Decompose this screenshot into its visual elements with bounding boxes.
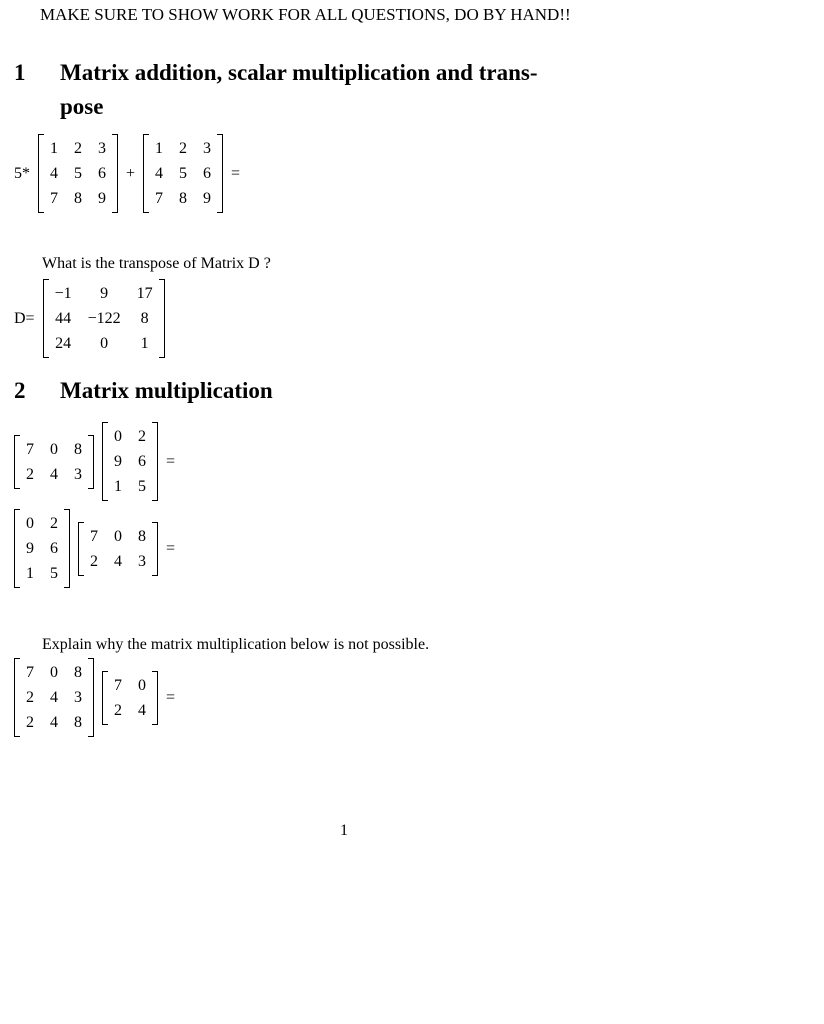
scalar-coefficient: 5* (14, 164, 30, 182)
matrix-body (20, 435, 88, 489)
matrix-cell: 2 (50, 515, 58, 532)
matrix-cell: 8 (74, 190, 82, 207)
matrix-cell: 4 (50, 165, 58, 182)
matrix-cell: 0 (26, 515, 34, 532)
matrix-cell: 4 (138, 701, 146, 719)
matrix-cell: 9 (114, 453, 122, 470)
matrix-cell: 4 (114, 552, 122, 570)
matrix-cell: 9 (100, 285, 109, 302)
matrix-cell: 1 (50, 140, 58, 157)
matrix-cell: 3 (74, 689, 82, 706)
mult3-matrix-a (14, 658, 94, 737)
matrix-bracket-right-icon (152, 522, 158, 576)
matrix-d-definition (14, 279, 700, 358)
equals-sign: = (231, 164, 241, 182)
matrix-cell: 4 (50, 689, 58, 706)
matrix-cell: 2 (26, 714, 34, 731)
matrix-cell: 2 (179, 140, 188, 157)
matrix-cell: 6 (50, 540, 58, 557)
addition-matrix-a (38, 134, 118, 213)
matrix-cell: 7 (50, 190, 58, 207)
matrix-cell: 1 (114, 478, 122, 495)
section-1-number: 1 (14, 60, 26, 85)
matrix-body (84, 522, 152, 576)
matrix-body (108, 671, 152, 725)
matrix-cell: 3 (203, 140, 212, 157)
matrix-cell: 1 (155, 140, 164, 157)
matrix-cell: 5 (50, 565, 58, 582)
not-possible-question: Explain why the matrix multiplication below is not possible. (42, 636, 430, 653)
matrix-bracket-right-icon (159, 279, 165, 358)
matrix-bracket-right-icon (64, 509, 70, 588)
section-2-title: Matrix multiplication (60, 378, 273, 403)
matrix-cell: 8 (138, 527, 146, 545)
matrix-cell: 5 (74, 165, 82, 182)
matrix-cell: −1 (54, 285, 72, 302)
matrix-bracket-right-icon (152, 422, 158, 501)
mult3-matrix-b (102, 671, 158, 725)
transpose-question: What is the transpose of Matrix D ? (42, 255, 271, 272)
matrix-cell: 6 (203, 165, 212, 182)
matrix-cell: 8 (140, 310, 149, 327)
addition-expression (14, 134, 700, 213)
matrix-cell: 17 (136, 285, 153, 302)
matrix-body (20, 658, 88, 737)
mult1-matrix-b (102, 422, 158, 501)
section-2-number: 2 (14, 378, 26, 403)
matrix-body (149, 134, 217, 213)
matrix-cell: 3 (98, 140, 106, 157)
equals-sign: = (166, 452, 176, 470)
matrix-cell: 7 (155, 190, 164, 207)
matrix-cell: 7 (90, 527, 98, 545)
equals-sign: = (166, 539, 176, 557)
matrix-cell: 7 (114, 676, 122, 694)
matrix-cell: 2 (26, 465, 34, 483)
mult2-matrix-b (78, 522, 158, 576)
matrix-cell: 7 (26, 664, 34, 681)
header-instruction: MAKE SURE TO SHOW WORK FOR ALL QUESTIONS, DO BY HAND!! (40, 5, 571, 24)
plus-operator: + (126, 164, 136, 182)
matrix-cell: 0 (100, 335, 109, 352)
matrix-cell: 3 (74, 465, 82, 483)
section-1-title-line2: pose (60, 94, 104, 119)
matrix-cell: 4 (50, 714, 58, 731)
matrix-bracket-right-icon (112, 134, 118, 213)
matrix-cell: 6 (138, 453, 146, 470)
section-1-title-line1: Matrix addition, scalar multiplication and trans- (60, 60, 538, 85)
matrix-cell: 8 (74, 440, 82, 458)
matrix-cell: 24 (55, 335, 72, 352)
matrix-cell: 8 (74, 664, 82, 681)
matrix-cell: 2 (138, 428, 146, 445)
matrix-body (49, 279, 159, 358)
multiplication-expression-2 (14, 509, 700, 588)
matrix-cell: 0 (50, 440, 58, 458)
multiplication-expression-3 (14, 658, 700, 737)
matrix-cell: 2 (90, 552, 98, 570)
matrix-cell: 5 (179, 165, 188, 182)
matrix-cell: 9 (203, 190, 212, 207)
matrix-bracket-right-icon (88, 435, 94, 489)
matrix-cell: 5 (138, 478, 146, 495)
matrix-cell: 6 (98, 165, 106, 182)
section-1-title (60, 56, 538, 124)
matrix-cell: 8 (74, 714, 82, 731)
matrix-body (20, 509, 64, 588)
matrix-cell: 2 (74, 140, 82, 157)
mult2-matrix-a (14, 509, 70, 588)
matrix-d-label: D= (14, 309, 35, 327)
matrix-cell: 9 (26, 540, 34, 557)
matrix-bracket-right-icon (152, 671, 158, 725)
matrix-cell: 1 (26, 565, 34, 582)
matrix-cell: 2 (26, 689, 34, 706)
matrix-cell: 8 (179, 190, 188, 207)
page-number: 1 (340, 822, 348, 839)
matrix-cell: 0 (114, 428, 122, 445)
matrix-cell: 0 (114, 527, 122, 545)
matrix-cell: 4 (50, 465, 58, 483)
matrix-cell: 44 (55, 310, 72, 327)
matrix-bracket-right-icon (217, 134, 223, 213)
matrix-cell: 9 (98, 190, 106, 207)
matrix-cell: 0 (138, 676, 146, 694)
mult1-matrix-a (14, 435, 94, 489)
matrix-cell: 7 (26, 440, 34, 458)
matrix-body (108, 422, 152, 501)
addition-matrix-b (143, 134, 223, 213)
matrix-d (43, 279, 165, 358)
section-2-heading (14, 374, 700, 408)
multiplication-expression-1 (14, 422, 700, 501)
matrix-body (44, 134, 112, 213)
matrix-cell: 0 (50, 664, 58, 681)
matrix-cell: −122 (87, 310, 121, 327)
matrix-cell: 4 (155, 165, 164, 182)
matrix-cell: 1 (140, 335, 149, 352)
matrix-cell: 3 (138, 552, 146, 570)
matrix-bracket-right-icon (88, 658, 94, 737)
section-1-heading (14, 56, 700, 124)
matrix-cell: 2 (114, 701, 122, 719)
equals-sign: = (166, 688, 176, 706)
